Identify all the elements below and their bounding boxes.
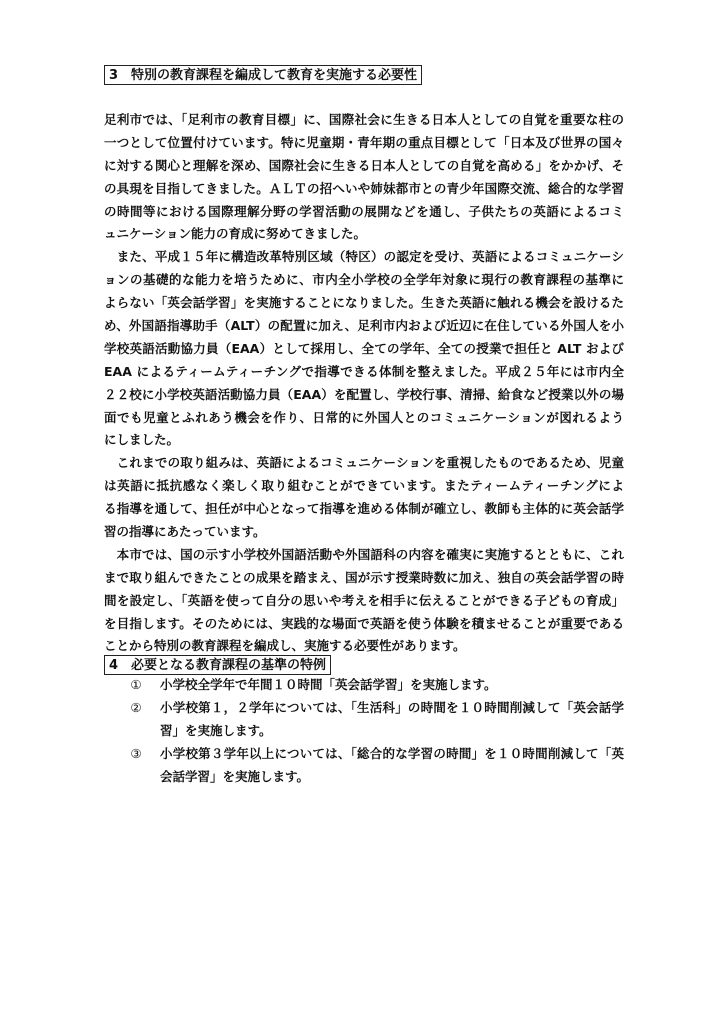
body-line: ことから特別の教育課程を編成し、実施する必要性があります。: [104, 638, 466, 654]
body-line: ２２校に小学校英語活動協力員（EAA）を配置し、学校行事、清掃、給食など授業以外の場: [104, 386, 624, 402]
special-curriculum-list: [126, 674, 624, 788]
body-line: にしました。: [104, 432, 180, 448]
body-line: る指導を通して、担任が中心となって指導を進める体制が確立し、教師も主体的に英会話学: [104, 501, 624, 517]
body-line: に対する関心と理解を深め、国際社会に生きる日本人としての自覚を高める」をかかげ、そ: [104, 157, 624, 173]
list-item-line: 習」を実施します。: [160, 722, 272, 738]
section-4-heading: 4 必要となる教育課程の基準の特例: [104, 655, 331, 675]
body-line: まで取り組んできたことの成果を踏まえ、国が示す授業時数に加え、独自の英会話学習の時: [104, 569, 624, 585]
body-line: 面でも児童とふれあう機会を作り、日常的に外国人とのコミュニケーションが図れるよう: [104, 409, 624, 425]
body-line: を目指します。そのためには、実践的な場面で英語を使う体験を積ませることが重要である: [104, 615, 624, 631]
list-item-line: 小学校全学年で年間１０時間「英会話学習」を実施します。: [160, 677, 497, 692]
section-3-heading: 3 特別の教育課程を編成して教育を実施する必要性: [104, 65, 422, 85]
body-line: ョンの基礎的な能力を培うために、市内全小学校の全学年対象に現行の教育課程の基準に: [104, 272, 624, 288]
body-line: 間を設定し、「英語を使って自分の思いや考えを相手に伝えることができる子どもの育成」: [104, 592, 624, 608]
list-item-line: 会話学習」を実施します。: [160, 768, 310, 784]
body-line: これまでの取り組みは、英語によるコミュニケーションを重視したものであるため、児童: [104, 455, 624, 471]
list-item: [126, 674, 624, 697]
list-item-line: 小学校第１，２学年については、「生活科」の時間を１０時間削減して「英会話学: [160, 699, 624, 715]
list-marker: ②: [130, 699, 142, 715]
body-line: 一つとして位置付けています。特に児童期・青年期の重点目標として「日本及び世界の国々: [104, 134, 624, 150]
body-line: よらない「英会話学習」を実施することになりました。生きた英語に触れる機会を設けるた: [104, 295, 624, 311]
body-line: 本市では、国の示す小学校外国語活動や外国語科の内容を確実に実施するとともに、これ: [104, 546, 624, 562]
body-line: また、平成１５年に構造改革特別区域（特区）の認定を受け、英語によるコミュニケーシ: [104, 249, 624, 265]
body-line: 習の指導にあたっています。: [104, 524, 266, 540]
body-line: EAA によるティームティーチングで指導できる体制を整えました。平成２５年には市内全: [104, 363, 624, 379]
list-item: [126, 743, 624, 789]
body-line: 学校英語活動協力員（EAA）として採用し、全ての学年、全ての授業で担任と ALT および: [104, 340, 624, 356]
body-line: 足利市では、「足利市の教育目標」に、国際社会に生きる日本人としての自覚を重要な柱の: [104, 112, 624, 127]
list-marker: ③: [130, 745, 142, 761]
body-line: ュニケーション能力の育成に努めてきました。: [104, 226, 367, 242]
section-3-body: [104, 109, 624, 658]
body-line: は英語に抵抗感なく楽しく取り組むことができています。またティームティーチングによ: [104, 478, 624, 494]
list-item-line: 小学校第３学年以上については、「総合的な学習の時間」を１０時間削減して「英: [160, 745, 624, 761]
list-item: [126, 697, 624, 743]
body-line: の具現を目指してきました。ＡＬＴの招へいや姉妹都市との青少年国際交流、総合的な学習: [104, 180, 624, 196]
list-marker: ①: [130, 677, 142, 692]
body-line: め、外国語指導助手（ALT）の配置に加え、足利市内および近辺に在住している外国人を小: [104, 318, 624, 334]
body-line: の時間等における国際理解分野の学習活動の展開などを通し、子供たちの英語によるコミ: [104, 203, 624, 219]
